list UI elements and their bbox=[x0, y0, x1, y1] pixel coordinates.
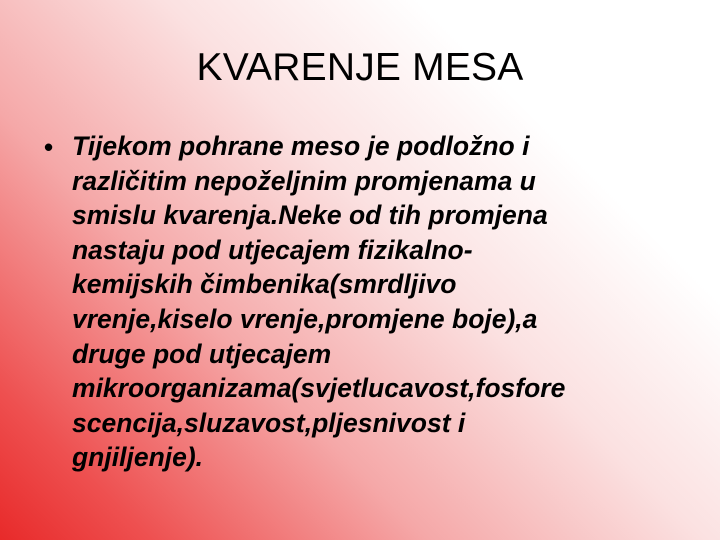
bullet-marker: • bbox=[44, 132, 54, 162]
bullet-list bbox=[40, 129, 700, 475]
bullet-item bbox=[40, 129, 700, 475]
slide-title: KVARENJE MESA bbox=[196, 46, 524, 89]
bullet-text: Tijekom pohrane meso je podložno i različitim nepoželjnim promjenama u smislu kvarenja.Neke od tih promjena nastaju pod utjecajem fizikalno- kemijskih čimbenika(smrdljivo vrenje,kiselo vrenje,promjene boje),a druge pod utjecajem mikroorganizama(svjetlucavost,fosfore scencija,sluzavost,pljesnivost i gnjiljenje). bbox=[72, 131, 566, 473]
